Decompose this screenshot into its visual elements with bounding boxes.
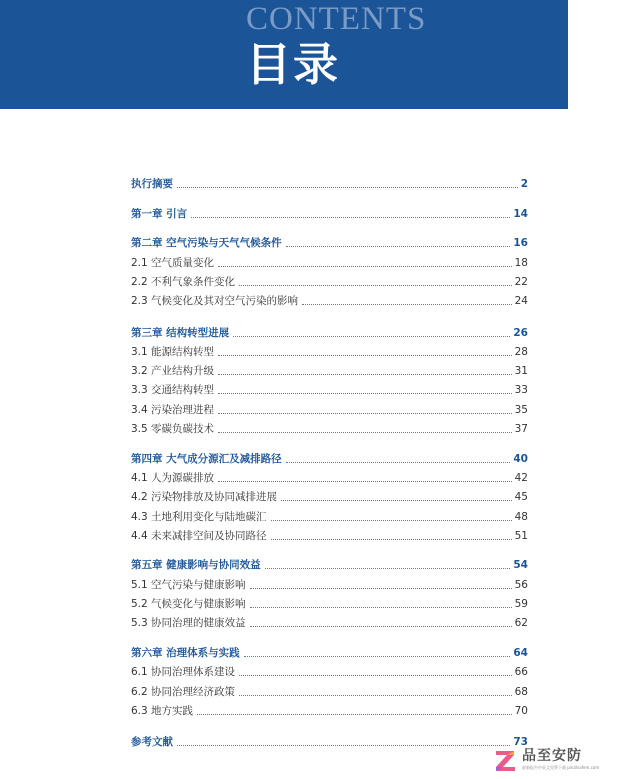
toc-entry[interactable] — [131, 450, 528, 466]
toc-leader — [302, 304, 512, 305]
toc-entry-label: 4.1 人为源碳排放 — [131, 472, 215, 484]
toc-leader — [239, 675, 512, 676]
toc-leader — [265, 568, 511, 569]
toc-entry[interactable] — [131, 644, 528, 660]
toc-entry[interactable] — [131, 733, 528, 749]
toc-entry-page: 54 — [513, 559, 528, 571]
toc-entry-page: 68 — [514, 686, 528, 698]
toc-leader — [218, 355, 512, 356]
toc-entry-label: 3.5 零碳负碳技术 — [131, 423, 215, 435]
toc-entry-page: 59 — [514, 598, 528, 610]
toc-leader — [191, 217, 510, 218]
toc-leader — [250, 607, 512, 608]
toc-leader — [218, 432, 512, 433]
toc-entry-page: 16 — [513, 237, 528, 249]
toc-entry-label: 第三章 结构转型进展 — [131, 327, 230, 339]
toc-entry-page: 64 — [513, 647, 528, 659]
toc-leader — [239, 695, 512, 696]
toc-entry[interactable] — [131, 702, 528, 718]
toc-entry-label: 第二章 空气污染与天气气候条件 — [131, 237, 282, 249]
toc-entry-page: 2 — [520, 178, 528, 190]
toc-entry[interactable] — [131, 576, 528, 592]
toc-entry[interactable] — [131, 401, 528, 417]
toc-leader — [218, 374, 512, 375]
toc-entry-label: 第六章 治理体系与实践 — [131, 647, 240, 659]
toc-entry[interactable] — [131, 508, 528, 524]
toc-leader — [244, 656, 511, 657]
toc-entry-label: 5.3 协同治理的健康效益 — [131, 617, 246, 629]
toc-entry-label: 4.3 土地利用变化与陆地碳汇 — [131, 511, 267, 523]
toc-entry[interactable] — [131, 292, 528, 308]
toc-entry-page: 70 — [514, 705, 528, 717]
watermark-logo — [494, 748, 622, 776]
toc-entry[interactable] — [131, 663, 528, 679]
toc-entry[interactable] — [131, 254, 528, 270]
toc-entry-page: 24 — [514, 295, 528, 307]
toc-leader — [218, 481, 512, 482]
toc-entry-label: 5.1 空气污染与健康影响 — [131, 579, 246, 591]
toc-entry[interactable] — [131, 381, 528, 397]
toc-leader — [177, 745, 510, 746]
toc-entry[interactable] — [131, 234, 528, 250]
watermark-brand: 品至安防 — [522, 748, 582, 764]
toc-leader — [218, 393, 512, 394]
toc-entry-label: 3.3 交通结构转型 — [131, 384, 215, 396]
toc-leader — [271, 520, 512, 521]
toc-leader — [177, 187, 518, 188]
toc-entry[interactable] — [131, 175, 528, 191]
toc-leader — [218, 413, 512, 414]
toc-entry-label: 3.4 污染治理进程 — [131, 404, 215, 416]
toc-entry[interactable] — [131, 527, 528, 543]
toc-entry-label: 参考文献 — [131, 736, 173, 748]
toc-entry-label: 6.1 协同治理体系建设 — [131, 666, 236, 678]
toc-entry[interactable] — [131, 595, 528, 611]
toc-entry[interactable] — [131, 205, 528, 221]
toc-entry[interactable] — [131, 683, 528, 699]
toc-entry[interactable] — [131, 343, 528, 359]
toc-entry-label: 第五章 健康影响与协同效益 — [131, 559, 261, 571]
toc-entry-page: 45 — [514, 491, 528, 503]
toc-entry-label: 第四章 大气成分源汇及减排路径 — [131, 453, 282, 465]
toc-entry-page: 28 — [514, 346, 528, 358]
toc-entry-label: 第一章 引言 — [131, 208, 188, 220]
toc-entry[interactable] — [131, 614, 528, 630]
toc-entry-page: 35 — [514, 404, 528, 416]
contents-title-cn: 目录 — [246, 38, 341, 91]
toc-entry-page: 66 — [514, 666, 528, 678]
toc-leader — [197, 714, 512, 715]
toc-entry-page: 62 — [514, 617, 528, 629]
toc-entry-label: 2.3 气候变化及其对空气污染的影响 — [131, 295, 299, 307]
toc-leader — [281, 500, 512, 501]
toc-entry-page: 73 — [513, 736, 528, 748]
z-logo-icon — [494, 748, 518, 774]
toc-entry[interactable] — [131, 469, 528, 485]
toc-leader — [250, 588, 512, 589]
toc-entry-page: 18 — [514, 257, 528, 269]
toc-entry[interactable] — [131, 488, 528, 504]
toc-entry-page: 22 — [514, 276, 528, 288]
toc-entry-label: 2.2 不利气象条件变化 — [131, 276, 236, 288]
toc-entry[interactable] — [131, 420, 528, 436]
toc-leader — [250, 626, 512, 627]
toc-entry-label: 5.2 气候变化与健康影响 — [131, 598, 246, 610]
toc-entry-label: 执行摘要 — [131, 178, 173, 190]
toc-entry-label: 4.2 污染物排放及协同减排进展 — [131, 491, 278, 503]
toc-entry-page: 31 — [514, 365, 528, 377]
toc-entry-label: 3.1 能源结构转型 — [131, 346, 215, 358]
toc-entry[interactable] — [131, 362, 528, 378]
toc-entry-page: 51 — [514, 530, 528, 542]
toc-entry-page: 14 — [513, 208, 528, 220]
toc-leader — [271, 539, 512, 540]
toc-leader — [218, 266, 512, 267]
toc-leader — [239, 285, 512, 286]
toc-entry-page: 37 — [514, 423, 528, 435]
toc-leader — [286, 462, 511, 463]
toc-entry[interactable] — [131, 273, 528, 289]
toc-entry[interactable] — [131, 556, 528, 572]
contents-title-en: CONTENTS — [246, 1, 427, 37]
toc-entry-page: 42 — [514, 472, 528, 484]
toc-entry[interactable] — [131, 324, 528, 340]
toc-entry-label: 6.3 地方实践 — [131, 705, 194, 717]
toc-entry-page: 33 — [514, 384, 528, 396]
toc-entry-label: 4.4 未来减排空间及协同路径 — [131, 530, 267, 542]
toc-entry-label: 3.2 产业结构升级 — [131, 365, 215, 377]
toc-entry-page: 40 — [513, 453, 528, 465]
watermark-tagline: 最新报告中英文免费下载 pinzhiafem.com — [522, 765, 600, 770]
toc-leader — [233, 336, 510, 337]
toc-entry-label: 2.1 空气质量变化 — [131, 257, 215, 269]
toc-leader — [286, 246, 511, 247]
toc-entry-page: 48 — [514, 511, 528, 523]
toc-entry-page: 56 — [514, 579, 528, 591]
toc-entry-page: 26 — [513, 327, 528, 339]
toc-entry-label: 6.2 协同治理经济政策 — [131, 686, 236, 698]
